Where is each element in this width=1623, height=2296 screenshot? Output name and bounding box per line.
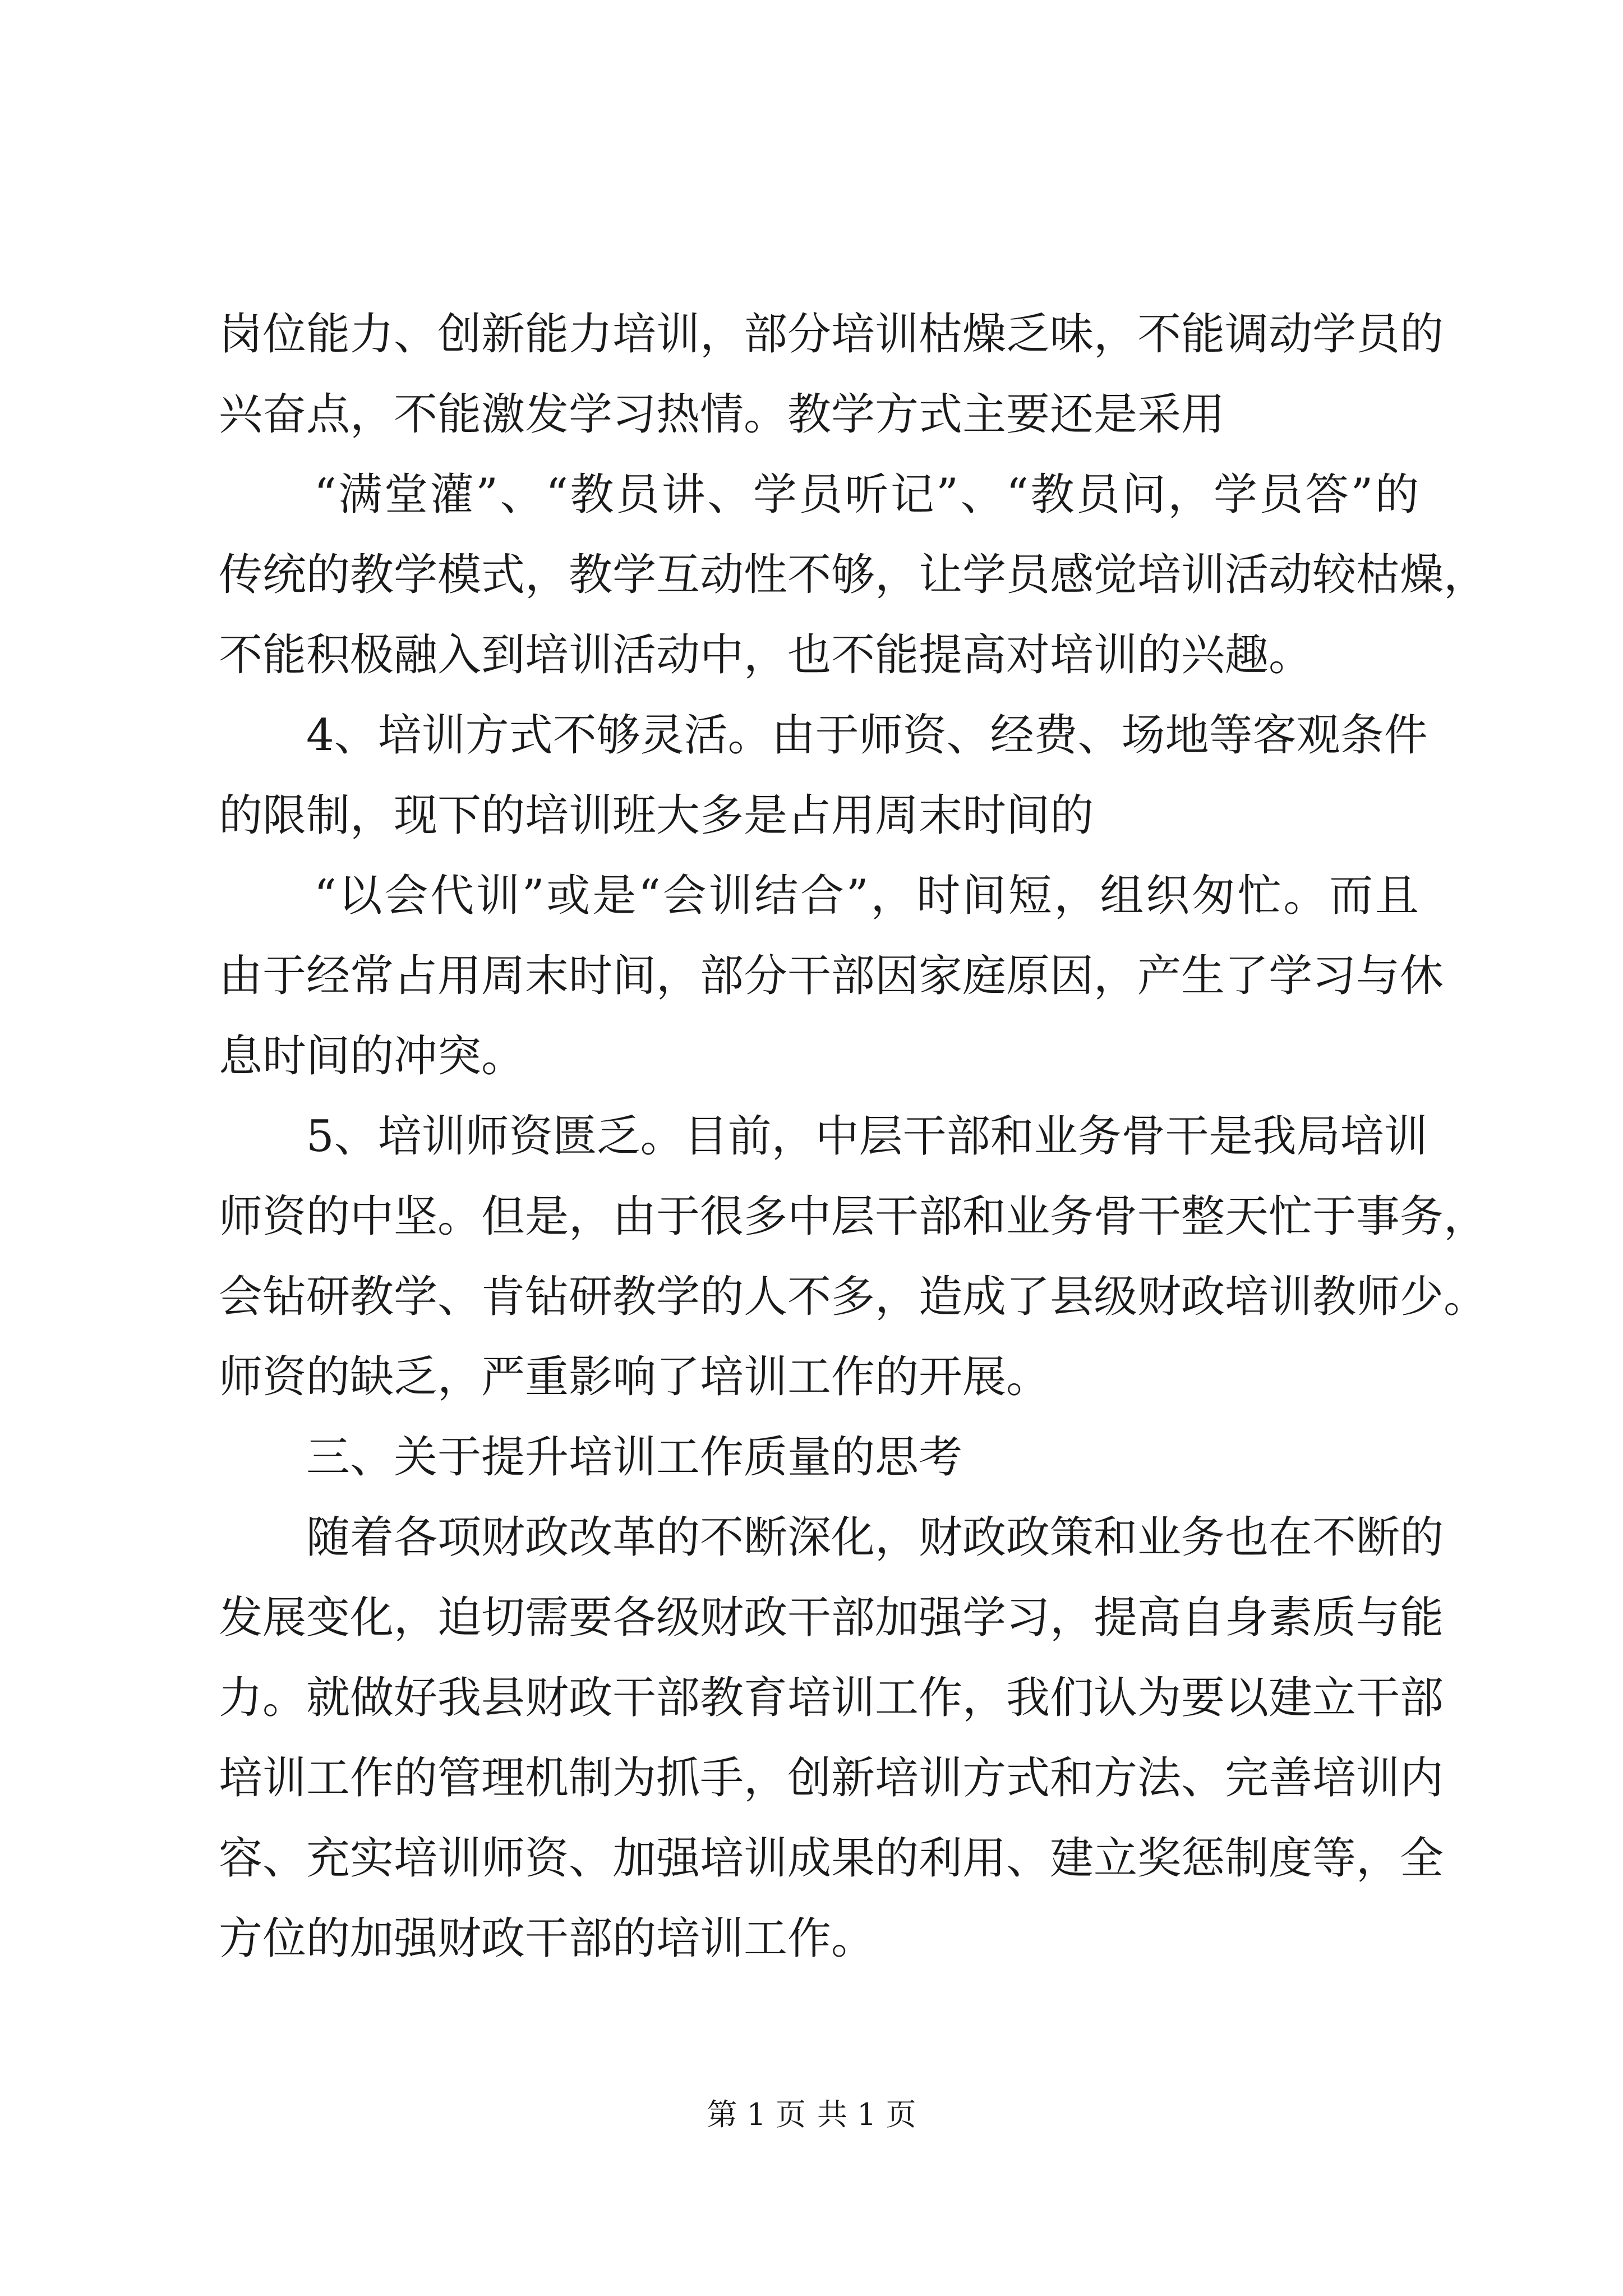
text-line: 随着各项财政改革的不断深化，财政政策和业务也在不断的 bbox=[306, 1512, 1444, 1563]
text-line: 容、充实培训师资、加强培训成果的利用、建立奖惩制度等，全 bbox=[219, 1833, 1444, 1884]
text-line: 方位的加强财政干部的培训工作。 bbox=[219, 1913, 875, 1964]
page-total: 共 1 页 bbox=[817, 2097, 916, 2132]
text-line: 5、培训师资匮乏。目前，中层干部和业务骨干是我局培训 bbox=[306, 1111, 1428, 1162]
text-line: 不能积极融入到培训活动中，也不能提高对培训的兴趣。 bbox=[219, 630, 1313, 680]
page-footer bbox=[0, 2095, 1623, 2134]
text-line: 发展变化，迫切需要各级财政干部加强学习，提高自身素质与能 bbox=[219, 1593, 1444, 1643]
document-body bbox=[219, 295, 1488, 1979]
text-line: 岗位能力、创新能力培训，部分培训枯燥乏味，不能调动学员的 bbox=[219, 309, 1444, 360]
text-line: 力。就做好我县财政干部教育培训工作，我们认为要以建立干部 bbox=[219, 1673, 1444, 1723]
text-line: 息时间的冲突。 bbox=[219, 1031, 525, 1082]
section-heading: 三、关于提升培训工作质量的思考 bbox=[306, 1432, 963, 1483]
page-number: 第 1 页 bbox=[707, 2097, 806, 2132]
text-line: 师资的中坚。但是，由于很多中层干部和业务骨干整天忙于事务， bbox=[219, 1191, 1488, 1242]
text-line: 4、培训方式不够灵活。由于师资、经费、场地等客观条件 bbox=[306, 710, 1428, 761]
text-line: 传统的教学模式，教学互动性不够，让学员感觉培训活动较枯燥， bbox=[219, 550, 1488, 600]
text-line: “以会代训”或是“会训结合”，时间短，组织匆忙。而且 bbox=[314, 871, 1419, 921]
text-line: “满堂灌”、“教员讲、学员听记”、“教员问，学员答”的 bbox=[314, 470, 1419, 520]
text-line: 的限制，现下的培训班大多是占用周末时间的 bbox=[219, 790, 1094, 841]
text-line: 会钻研教学、肯钻研教学的人不多，造成了县级财政培训教师少。 bbox=[219, 1272, 1488, 1322]
text-line: 师资的缺乏，严重影响了培训工作的开展。 bbox=[219, 1352, 1050, 1402]
text-line: 培训工作的管理机制为抓手，创新培训方式和方法、完善培训内 bbox=[219, 1753, 1444, 1803]
text-line: 由于经常占用周末时间，部分干部因家庭原因，产生了学习与休 bbox=[219, 951, 1444, 1001]
text-line: 兴奋点，不能激发学习热情。教学方式主要还是采用 bbox=[219, 389, 1225, 440]
